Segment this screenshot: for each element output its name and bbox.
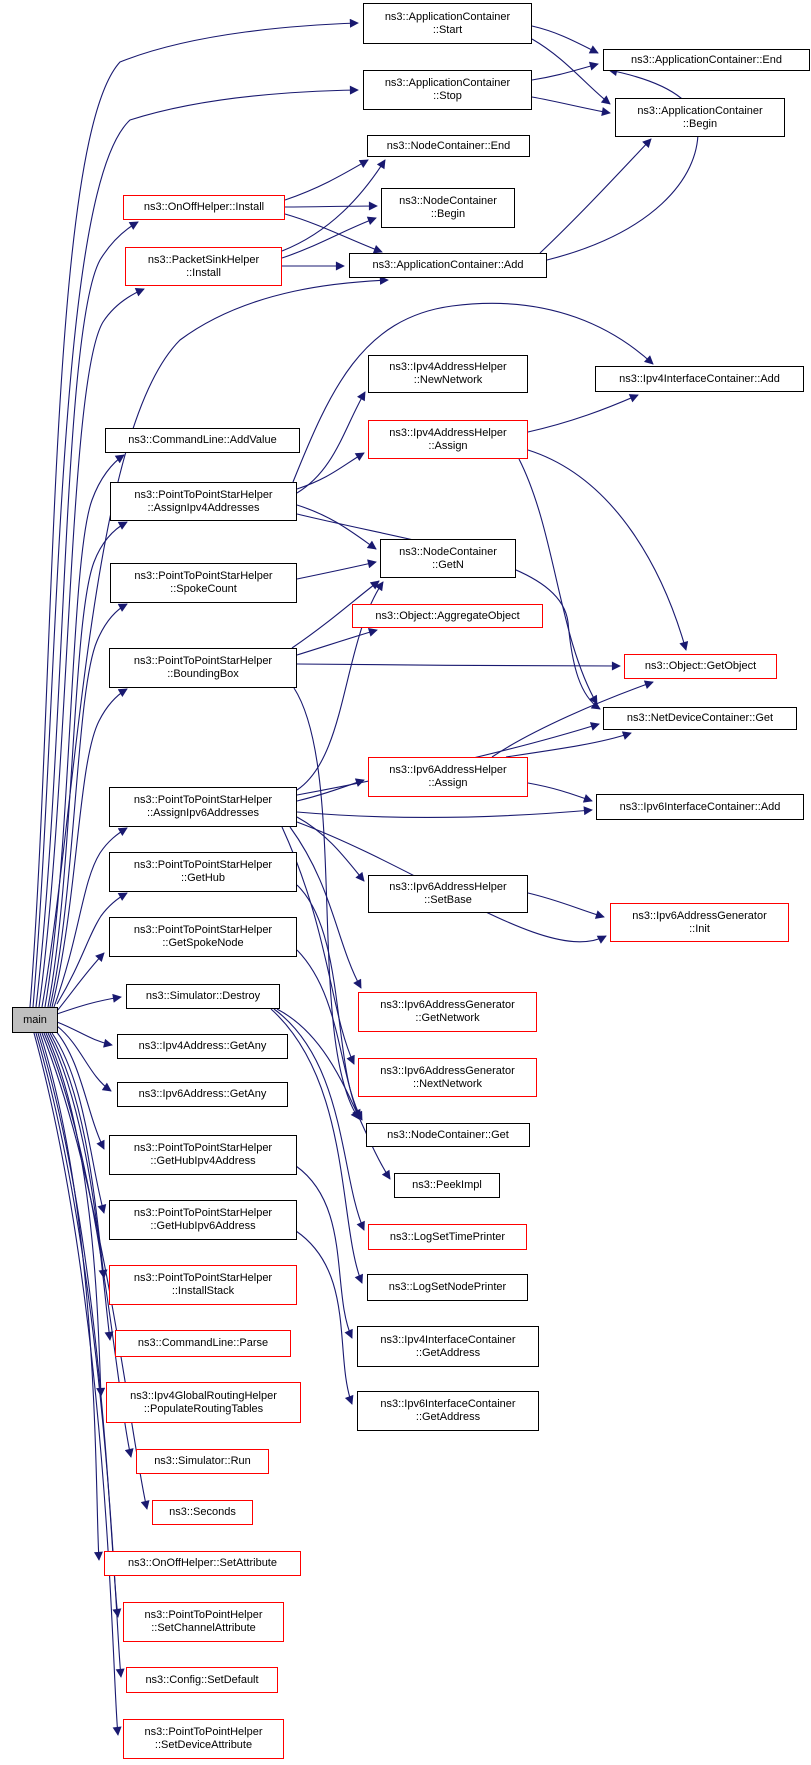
graph-node-setdevice[interactable] xyxy=(123,1719,284,1759)
graph-node-seconds[interactable] xyxy=(152,1500,253,1525)
graph-node-label: ::NewNetwork xyxy=(413,374,483,386)
graph-node-label: ::Begin xyxy=(430,208,466,220)
graph-node-label: ns3::PointToPointStarHelper xyxy=(133,655,273,667)
graph-node-label: ns3::Ipv4AddressHelper xyxy=(389,426,507,439)
graph-node-logtime[interactable] xyxy=(368,1224,527,1250)
graph-node-label: ns3::NodeContainer::End xyxy=(386,139,511,152)
graph-node-label: ns3::ApplicationContainer xyxy=(637,104,763,117)
graph-node-label: ns3::NodeContainer::Get xyxy=(387,1128,509,1141)
graph-node-label: ns3::CommandLine::Parse xyxy=(137,1337,269,1349)
graph-node-label: ns3::ApplicationContainer xyxy=(384,10,511,23)
call-edge-app_stop-to-app_end xyxy=(532,64,598,80)
call-edge-boundingbox-to-aggregate xyxy=(297,630,377,655)
graph-node-label: ns3::Simulator::Destroy xyxy=(145,990,261,1002)
graph-node-label: ns3::PointToPointStarHelper xyxy=(133,1142,273,1154)
call-edge-main-to-populate xyxy=(46,1033,101,1396)
graph-node-app_begin[interactable] xyxy=(615,98,785,137)
graph-node-ipv6assign[interactable] xyxy=(368,757,528,797)
call-edge-ipv4assign-to-getobject xyxy=(528,450,686,650)
graph-node-label: ns3::Ipv6Address::GetAny xyxy=(138,1088,267,1100)
graph-node-assignipv6[interactable] xyxy=(109,787,297,827)
graph-node-label: ::Assign xyxy=(428,777,468,789)
graph-node-addvalue[interactable] xyxy=(105,428,300,453)
graph-node-label: ::GetNetwork xyxy=(415,1012,480,1024)
graph-node-label: ns3::NetDeviceContainer::Get xyxy=(626,712,774,724)
graph-node-label: ns3::Ipv4InterfaceContainer xyxy=(380,1333,516,1346)
call-edge-ipv6assign-to-ipv6icadd xyxy=(528,783,592,801)
graph-node-label: ns3::Ipv6AddressGenerator xyxy=(380,1064,515,1077)
graph-node-label: ns3::PointToPointHelper xyxy=(144,1726,263,1738)
graph-node-label: ::Begin xyxy=(682,117,718,130)
graph-node-label: ::GetSpokeNode xyxy=(162,937,244,949)
graph-node-label: ns3::Ipv6AddressHelper xyxy=(389,881,507,893)
graph-node-label: ::NextNetwork xyxy=(412,1077,483,1090)
graph-node-label: ::AssignIpv4Addresses xyxy=(147,501,260,514)
graph-node-label: ns3::PointToPointStarHelper xyxy=(133,859,273,871)
graph-node-main xyxy=(12,1007,58,1033)
graph-node-label: ::Init xyxy=(689,922,710,935)
call-edge-assignipv4-to-newnetwork xyxy=(297,392,365,493)
graph-node-label: ns3::ApplicationContainer xyxy=(384,77,511,89)
call-edge-assignipv6-to-setbase xyxy=(297,817,364,881)
call-edge-onoff_install-to-ncbegin xyxy=(285,206,377,207)
graph-node-label: ::GetAddress xyxy=(415,1411,481,1423)
call-edge-ipv4assign-to-ipv4icadd xyxy=(528,395,638,432)
graph-node-destroy[interactable] xyxy=(126,984,280,1009)
graph-node-label: ::SetBase xyxy=(424,894,472,906)
graph-node-populate[interactable] xyxy=(106,1382,301,1423)
call-edge-main-to-parse xyxy=(48,1033,110,1340)
graph-node-assignipv4[interactable] xyxy=(110,482,297,521)
graph-node-peekimpl[interactable] xyxy=(394,1173,500,1198)
graph-node-label: ns3::Ipv4InterfaceContainer::Add xyxy=(619,372,780,385)
graph-node-app_end[interactable] xyxy=(603,49,810,71)
graph-node-label: ns3::PointToPointStarHelper xyxy=(133,1207,273,1219)
graph-node-label: main xyxy=(23,1013,47,1026)
call-edge-assignipv6-to-getnetwork xyxy=(290,827,361,988)
graph-node-getn[interactable] xyxy=(380,539,516,578)
graph-node-gethubipv6[interactable] xyxy=(109,1200,297,1240)
graph-node-label: ns3::Ipv6AddressHelper xyxy=(389,764,507,776)
graph-node-label: ns3::NodeContainer xyxy=(399,545,497,558)
graph-node-ipv6icadd[interactable] xyxy=(596,794,804,820)
graph-node-onoffsetattr[interactable] xyxy=(104,1551,301,1576)
graph-node-label: ns3::ApplicationContainer::End xyxy=(630,53,783,66)
graph-node-label: ::GetN xyxy=(432,558,464,571)
graph-node-label: ::SetChannelAttribute xyxy=(151,1622,256,1634)
call-edge-onoff_install-to-ncend xyxy=(285,160,368,200)
graph-node-label: ns3::PointToPointStarHelper xyxy=(134,488,273,501)
graph-node-label: ns3::Ipv6AddressGenerator xyxy=(380,999,515,1011)
graph-node-label: ::BoundingBox xyxy=(167,668,239,680)
call-edge-app_stop-to-app_begin xyxy=(532,97,610,113)
call-edge-spokecount-to-getn xyxy=(297,562,376,579)
graph-node-label: ::SetDeviceAttribute xyxy=(154,1739,253,1751)
graph-node-newnetwork[interactable] xyxy=(368,355,528,393)
graph-node-getspokenode[interactable] xyxy=(109,917,297,957)
graph-node-label: ns3::OnOffHelper::SetAttribute xyxy=(128,1557,277,1569)
call-edge-gethub-to-ncget xyxy=(297,885,360,1118)
graph-node-nextnetwork[interactable] xyxy=(358,1058,537,1097)
graph-node-label: ::AssignIpv6Addresses xyxy=(147,807,259,819)
graph-node-label: ::GetHub xyxy=(180,872,226,884)
graph-node-ncbegin[interactable] xyxy=(381,188,515,228)
graph-node-label: ns3::PointToPointStarHelper xyxy=(134,570,273,582)
graph-node-app_start[interactable] xyxy=(363,3,532,44)
graph-node-setdefault[interactable] xyxy=(126,1667,278,1693)
graph-node-label: ::Start xyxy=(432,23,463,36)
call-edge-setbase-to-ipv6init xyxy=(528,893,604,917)
call-edge-gethubipv4-to-ipv4getaddr xyxy=(296,1166,352,1338)
graph-node-onoff_install[interactable] xyxy=(123,195,285,220)
graph-node-label: ns3::NodeContainer xyxy=(399,195,497,207)
graph-node-label: ns3::Config::SetDefault xyxy=(145,1673,259,1686)
graph-node-label: ::GetHubIpv6Address xyxy=(150,1220,256,1232)
graph-node-label: ns3::Seconds xyxy=(169,1506,236,1518)
graph-node-label: ns3::LogSetNodePrinter xyxy=(388,1281,507,1293)
call-edge-main-to-ipv6getany xyxy=(57,1026,111,1091)
call-edge-assignipv4-to-getn xyxy=(297,505,376,549)
call-edge-ipv4assign-to-ndc_get xyxy=(519,459,597,704)
graph-node-label: ns3::Ipv6InterfaceContainer xyxy=(380,1398,516,1410)
graph-node-ncget[interactable] xyxy=(366,1123,530,1147)
graph-node-label: ns3::Simulator::Run xyxy=(154,1455,251,1467)
graph-node-gethub[interactable] xyxy=(109,852,297,892)
graph-node-label: ::Assign xyxy=(428,439,468,452)
graph-node-label: ns3::Object::AggregateObject xyxy=(375,609,520,622)
graph-node-lognode[interactable] xyxy=(367,1274,528,1301)
graph-node-label: ns3::PointToPointStarHelper xyxy=(133,794,273,806)
call-edge-gethubipv6-to-ipv6getaddr xyxy=(296,1231,352,1404)
graph-node-label: ns3::PointToPointHelper xyxy=(144,1609,263,1621)
graph-node-ipv4assign[interactable] xyxy=(368,420,528,459)
graph-node-installstack[interactable] xyxy=(109,1265,297,1305)
call-edge-main-to-setdefault xyxy=(36,1033,121,1677)
call-edge-app_start-to-app_end xyxy=(532,26,598,53)
graph-node-ipv6getany[interactable] xyxy=(117,1082,288,1107)
graph-node-label: ns3::Ipv6AddressGenerator xyxy=(632,909,767,922)
graph-node-setbase[interactable] xyxy=(368,875,528,913)
call-edge-assignipv6-to-ipv6icadd xyxy=(297,810,592,818)
graph-node-setchannel[interactable] xyxy=(123,1602,284,1642)
graph-node-ipv4getaddr[interactable] xyxy=(357,1326,539,1367)
graph-node-label: ::Stop xyxy=(433,90,462,102)
graph-node-label: ns3::LogSetTimePrinter xyxy=(389,1230,506,1243)
graph-node-label: ::Install xyxy=(186,266,221,279)
graph-node-label: ns3::PointToPointStarHelper xyxy=(133,924,273,936)
graph-node-packetsink_install[interactable] xyxy=(125,247,282,286)
graph-node-label: ::GetHubIpv4Address xyxy=(150,1155,256,1167)
graph-node-label: ns3::Ipv4Address::GetAny xyxy=(138,1040,267,1052)
graph-node-label: ns3::ApplicationContainer::Add xyxy=(372,259,524,271)
graph-node-label: ::SpokeCount xyxy=(170,583,237,595)
graph-node-ipv6init[interactable] xyxy=(610,903,789,942)
graph-node-label: ns3::CommandLine::AddValue xyxy=(128,434,277,446)
graph-node-getobject[interactable] xyxy=(624,654,777,679)
call-edge-assignipv6-to-ipv6assign xyxy=(297,780,364,801)
graph-node-label: ::GetAddress xyxy=(415,1346,481,1359)
graph-node-label: ::PopulateRoutingTables xyxy=(143,1402,264,1415)
graph-node-getnetwork[interactable] xyxy=(358,992,537,1032)
graph-node-label: ns3::Object::GetObject xyxy=(644,660,757,672)
graph-node-ipv4getany[interactable] xyxy=(117,1034,288,1059)
graph-node-label: ns3::Ipv6InterfaceContainer::Add xyxy=(619,800,781,813)
graph-node-run[interactable] xyxy=(136,1449,269,1474)
graph-node-ipv4icadd[interactable] xyxy=(595,366,804,392)
graph-node-label: ns3::Ipv4AddressHelper xyxy=(389,361,507,373)
graph-node-ndc_get[interactable] xyxy=(603,707,797,730)
call-edge-boundingbox-to-getobject xyxy=(297,664,620,666)
graph-node-gethubipv4[interactable] xyxy=(109,1135,297,1175)
graph-node-parse[interactable] xyxy=(115,1330,291,1357)
graph-node-label: ns3::PacketSinkHelper xyxy=(147,253,260,266)
graph-node-app_add[interactable] xyxy=(349,253,547,278)
graph-node-app_stop[interactable] xyxy=(363,70,532,110)
graph-node-label: ns3::OnOffHelper::Install xyxy=(143,201,265,213)
call-edge-boundingbox-to-ncget xyxy=(294,688,359,1119)
graph-node-ipv6getaddr[interactable] xyxy=(357,1391,539,1431)
graph-node-label: ns3::Ipv4GlobalRoutingHelper xyxy=(130,1389,277,1402)
graph-node-label: ns3::PointToPointStarHelper xyxy=(133,1272,273,1284)
graph-node-label: ns3::PeekImpl xyxy=(412,1179,482,1191)
graph-node-spokecount[interactable] xyxy=(110,563,297,603)
graph-node-ncend[interactable] xyxy=(367,135,530,157)
graph-node-label: ::InstallStack xyxy=(171,1285,235,1297)
call-edge-app_add-to-app_begin xyxy=(540,139,651,253)
graph-node-aggregate[interactable] xyxy=(352,604,543,628)
graph-node-boundingbox[interactable] xyxy=(109,648,297,688)
